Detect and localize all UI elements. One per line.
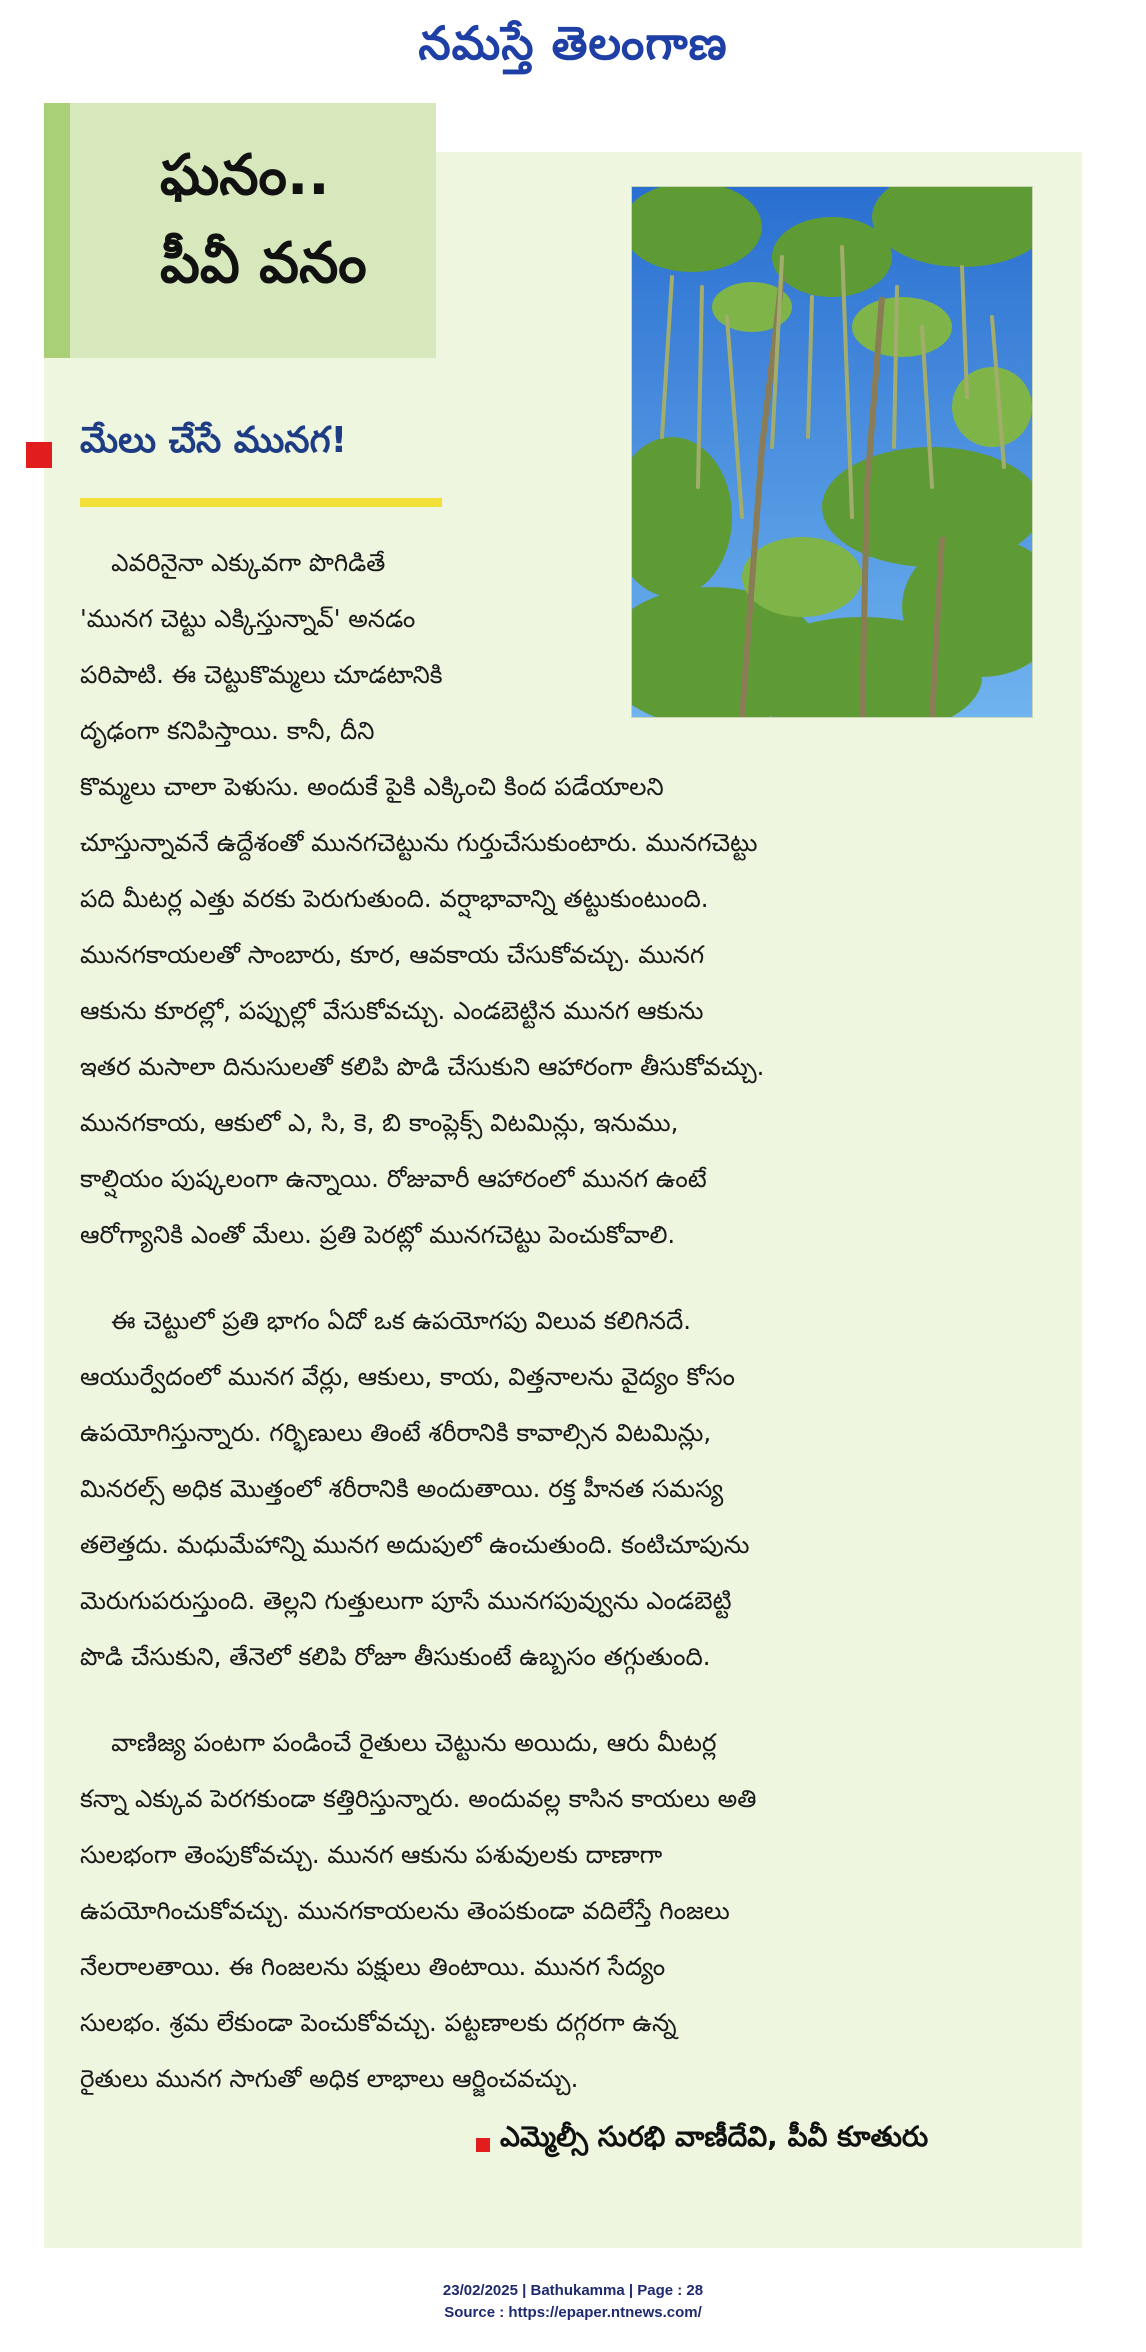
body-line: మెరుగుపరుస్తుంది. తెల్లని గుత్తులుగా పూసే మునగపువ్వును ఎండబెట్టి — [80, 1586, 732, 1615]
body-line: నేలరాలతాయి. ఈ గింజలను పక్షులు తింటాయి. మునగ సేద్యం — [80, 1952, 666, 1981]
body-line: ఎవరినైనా ఎక్కువగా పొగిడితే — [80, 548, 386, 577]
body-line: ఆరోగ్యానికి ఎంతో మేలు. ప్రతి పెరట్లో మునగచెట్టు పెంచుకోవాలి. — [80, 1220, 676, 1249]
title-line-1: ఘనం.. — [160, 143, 330, 208]
body-line: పది మీటర్ల ఎత్తు వరకు పెరుగుతుంది. వర్షాభావాన్ని తట్టుకుంటుంది. — [80, 884, 709, 913]
body-line: చూస్తున్నావనే ఉద్దేశంతో మునగచెట్టును గుర్తుచేసుకుంటారు. మునగచెట్టు — [80, 828, 758, 857]
title-box — [44, 103, 436, 358]
footer-date-page: 23/02/2025 | Bathukamma | Page : 28 — [442, 2282, 704, 2299]
masthead-logo: నమస్తే తెలంగాణ — [418, 16, 728, 70]
body-line: దృఢంగా కనిపిస్తాయి. కానీ, దీని — [80, 716, 375, 745]
body-line: పొడి చేసుకుని, తేనెలో కలిపి రోజూ తీసుకుంటే ఉబ్బసం తగ్గుతుంది. — [80, 1642, 711, 1671]
body-line: మునగకాయలతో సాంబారు, కూర, ఆవకాయ చేసుకోవచ్చు. మునగ — [80, 940, 705, 969]
footer-source: Source : https://epaper.ntnews.com/ — [444, 2304, 702, 2321]
body-line: వాణిజ్య పంటగా పండించే రైతులు చెట్టును అయిదు, ఆరు మీటర్ల — [80, 1728, 717, 1757]
body-line: కాల్షియం పుష్కలంగా ఉన్నాయి. రోజువారీ ఆహారంలో మునగ ఉంటే — [80, 1164, 707, 1193]
body-line: సులభం. శ్రమ లేకుండా పెంచుకోవచ్చు. పట్టణాలకు దగ్గరగా ఉన్న — [80, 2008, 677, 2037]
body-line: తలెత్తదు. మధుమేహాన్ని మునగ అదుపులో ఉంచుతుంది. కంటిచూపును — [80, 1530, 750, 1559]
body-line: పరిపాటి. ఈ చెట్టుకొమ్మలు చూడటానికి — [80, 660, 443, 689]
body-line: ఉపయోగించుకోవచ్చు. మునగకాయలను తెంపకుండా వదిలేస్తే గింజలు — [80, 1896, 730, 1925]
body-line: సులభంగా తెంపుకోవచ్చు. మునగ ఆకును పశువులకు దాణాగా — [80, 1840, 663, 1869]
body-line: కొమ్మలు చాలా పెళుసు. అందుకే పైకి ఎక్కించి కింద పడేయాలని — [80, 772, 664, 801]
subhead: మేలు చేసే మునగ! — [80, 420, 347, 461]
byline: ఎమ్మెల్సీ సురభి వాణీదేవి, పీవీ కూతురు — [500, 2120, 929, 2153]
subhead-underline — [80, 498, 442, 507]
byline-marker — [476, 2138, 490, 2152]
body-line: రైతులు మునగ సాగుతో అధిక లాభాలు ఆర్జించవచ్చు. — [80, 2064, 579, 2093]
body-line: మినరల్స్ అధిక మొత్తంలో శరీరానికి అందుతాయి. రక్త హీనత సమస్య — [80, 1474, 724, 1503]
body-line: ఆకును కూరల్లో, పప్పుల్లో వేసుకోవచ్చు. ఎండబెట్టిన మునగ ఆకును — [80, 996, 704, 1025]
body-line: 'మునగ చెట్టు ఎక్కిస్తున్నావ్' అనడం — [80, 604, 416, 633]
moringa-tree-photo — [631, 186, 1033, 718]
subhead-marker — [26, 442, 52, 468]
body-line: ఈ చెట్టులో ప్రతి భాగం ఏదో ఒక ఉపయోగపు విలువ కలిగినదే. — [80, 1306, 692, 1335]
body-line: ఉపయోగిస్తున్నారు. గర్భిణులు తింటే శరీరానికి కావాల్సిన విటమిన్లు, — [80, 1418, 712, 1447]
body-line: కన్నా ఎక్కువ పెరగకుండా కత్తిరిస్తున్నారు. అందువల్ల కాసిన కాయలు అతి — [80, 1784, 757, 1813]
body-line: ఇతర మసాలా దినుసులతో కలిపి పొడి చేసుకుని ఆహారంగా తీసుకోవచ్చు. — [80, 1052, 765, 1081]
body-line: ఆయుర్వేదంలో మునగ వేర్లు, ఆకులు, కాయ, విత్తనాలను వైద్యం కోసం — [80, 1362, 735, 1391]
title-line-2: పీవీ వనం — [160, 231, 367, 296]
body-line: మునగకాయ, ఆకులో ఎ, సి, కె, బి కాంప్లెక్స్ విటమిన్లు, ఇనుము, — [80, 1108, 679, 1137]
